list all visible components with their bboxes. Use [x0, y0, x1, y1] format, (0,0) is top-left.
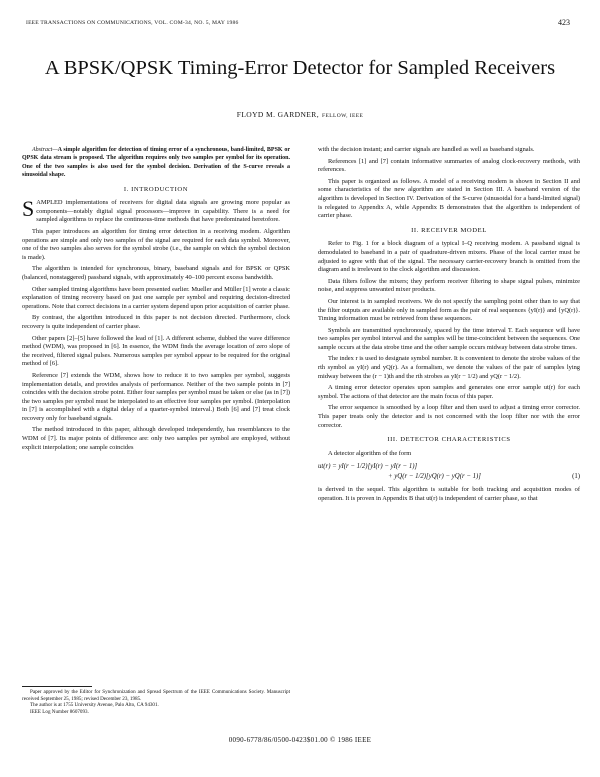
model-paragraph-4: Symbols are transmitted synchronously, spaced by the time interval T. Each sequence will have two samples per symbol interval and the samples will be time-coincident between the sequences. One sample occurs at the data strobe time and the other sample occurs midway between data strobe times.	[318, 326, 580, 351]
model-paragraph-6: A timing error detector operates upon samples and generates one error sample ut(r) for each symbol. The actions of that detector are the main focus of this paper.	[318, 384, 580, 400]
model-paragraph-1: Refer to Fig. 1 for a block diagram of a typical I–Q receiving modem. A passband signal is demodulated to baseband in a pair of quadrature-driven mixers. Phase of the local carrier must be adjusted to agree with that of the signal. The necessary carrier-recovery branch is omitted from the diagram and is irrelevant to the clock algorithm and discussion.	[318, 240, 580, 274]
equation-1	[318, 462, 580, 482]
model-paragraph-3: Our interest is in sampled receivers. We do not specify the sampling point other than to say that the filter outputs are available only in sampled form as the pair of real sequences {yI(r)} and {yQ(r)}. Timing information must be retrieved from these sequences.	[318, 297, 580, 323]
abstract-label: Abstract—	[32, 147, 58, 153]
characteristics-paragraph-1: A detector algorithm of the form	[328, 449, 412, 457]
intro-paragraph-4: Other sampled timing algorithms have been presented earlier. Mueller and Müller [1] wrote a classic explanation of timing recovery based on just one sample per symbol and requiring decision-directed operations. Note that correct decisions in a carrier system depend upon prior acquisition of carrier phase.	[22, 285, 290, 310]
author-line	[0, 110, 600, 119]
left-column	[22, 146, 290, 455]
copyright-line: 0090-6778/86/0500-0423$01.00 © 1986 IEEE	[228, 736, 372, 744]
equation-line-2: + yQ(r − 1/2)[yQ(r) − yQ(r − 1)]	[388, 473, 481, 481]
footnote-author-address: The author is at 1755 University Avenue, Palo Alto, CA 94301.	[30, 702, 159, 709]
footnote-log-number: IEEE Log Number 8607093.	[30, 708, 89, 715]
right-paragraph-2: References [1] and [7] contain informative summaries of analog clock-recovery methods, with references.	[318, 157, 580, 174]
drop-cap: S	[22, 196, 35, 222]
model-paragraph-2: Data filters follow the mixers; they perform receiver filtering to shape signal pulses, minimize noise, and suppress unwanted mixer products.	[318, 277, 580, 294]
section-heading-detector-characteristics: III. DETECTOR CHARACTERISTICS	[387, 436, 511, 444]
intro-paragraph-8: The method introduced in this paper, although developed independently, has resemblances to the WDM of [7]. Its major points of difference are: only two samples per symbol are employed, without explicit interpolation; one sample coincides	[22, 426, 290, 451]
intro-paragraph-1-text: AMPLED implementations of receivers for digital data signals are growing more popular as components—notably digital signal processors—improve in capability. There is a need for sampled algorithms to replace the continuous-time methods that have predominated heretofore.	[36, 199, 290, 224]
abstract	[22, 146, 290, 180]
abstract-text: A simple algorithm for detection of timing error of a synchronous, band-limited, BPSK or QPSK data stream is proposed. The algorithm requires only two samples per symbol for its operation. One of the two samples is also used for the symbol decision. Derivation of the S-curve reveals a sinusoidal shape.	[22, 147, 290, 179]
right-column	[318, 146, 580, 507]
paper-title: A BPSK/QPSK Timing-Error Detector for Sampled Receivers	[44, 57, 556, 79]
right-paragraph-1: with the decision instant; and carrier signals are handled as well as baseband signals.	[318, 146, 535, 153]
footnote-manuscript: Paper approved by the Editor for Synchronization and Spread Spectrum of the IEEE Communications Society. Manuscript received September 25, 1985; revised December 23, 1985.	[22, 689, 290, 702]
section-heading-introduction: I. INTRODUCTION	[123, 185, 189, 193]
footnote-rule	[22, 686, 92, 687]
equation-line-2-wrap	[318, 472, 580, 482]
running-head: IEEE TRANSACTIONS ON COMMUNICATIONS, VOL. COM-34, NO. 5, MAY 1986	[26, 20, 239, 26]
equation-number: (1)	[572, 473, 580, 481]
right-paragraph-3: This paper is organized as follows. A model of a receiving modem is shown in Section II and some characteristics of the new algorithm are stated in Section III. A baseband version of the algorithm is developed in Section IV. Derivation of the S-curve (sinusoidal for a band-limited signal) is relegated to Appendix A, while Appendix B demonstrates that the algorithm is independent of carrier phase.	[318, 177, 580, 220]
model-paragraph-5: The index r is used to designate symbol number. It is convenient to denote the strobe values of the rth symbol as yI(r) and yQ(r). As a formalism, we denote the values of the pair of samples lying midway between the (r − 1)th and the rth strobes as yI(r − 1/2) and yQ(r − 1/2).	[318, 355, 580, 380]
footnote	[22, 689, 290, 715]
intro-paragraph-5: By contrast, the algorithm introduced in this paper is not decision directed. Furthermore, clock recovery is quite independent of carrier phase.	[22, 314, 290, 330]
intro-paragraph-6: Other papers [2]–[5] have followed the lead of [1]. A different scheme, dubbed the wave difference method (WDM), was proposed in [6]. In essence, the WDM finds the average location of zero slope of the received, filtered signal pulses. Numerous samples per symbol appear to be required for the original method of [6].	[22, 334, 290, 368]
intro-paragraph-2: This paper introduces an algorithm for timing error detection in a receiving modem. Algorithm operations are simple and only two samples of the signal are required for each data symbol. Moreover, one of the two samples also serves for the symbol strobe (i.e., the sample on which the symbol decision is made).	[22, 228, 290, 261]
author-grade: FELLOW, IEEE	[321, 113, 364, 119]
model-paragraph-7: The error sequence is smoothed by a loop filter and then used to adjust a timing error corrector. This paper treats only the detector and is not concerned with the loop filter nor with the error corrector.	[318, 404, 580, 429]
intro-paragraph-1	[22, 196, 290, 225]
equation-line-1: ut(r) = yI(r − 1/2)[yI(r) − yI(r − 1)]	[318, 463, 418, 471]
section-heading-receiver-model: II. RECEIVER MODEL	[411, 226, 487, 234]
intro-paragraph-7: Reference [7] extends the WDM, shows how to reduce it to two samples per symbol, suggests implementation details, and provides analysis of performance. Neither of the two sample points in [7] coincides with the decision strobe point. Either four samples per symbol must be taken or else (as in [7]) the two samples per symbol must be interpolated to an effective four samples per symbol. (Interpolation in [7] is accomplished with a digital delay of a quarter-symbol interval.) Both [6] and [7] treat clock recovery only for baseband signals.	[22, 371, 290, 422]
page-number: 423	[558, 18, 570, 27]
characteristics-paragraph-2: is derived in the sequel. This algorithm is suitable for both tracking and acquisition modes of operation. It is proven in Appendix B that ut(r) is independent of carrier phase, so that	[318, 486, 580, 502]
intro-paragraph-3: The algorithm is intended for synchronous, binary, baseband signals and for BPSK or QPSK (balanced, nonstaggered) passband signals, with approximately 40–100 percent excess bandwidth.	[22, 265, 290, 281]
author-name: FLOYD M. GARDNER,	[236, 110, 319, 119]
